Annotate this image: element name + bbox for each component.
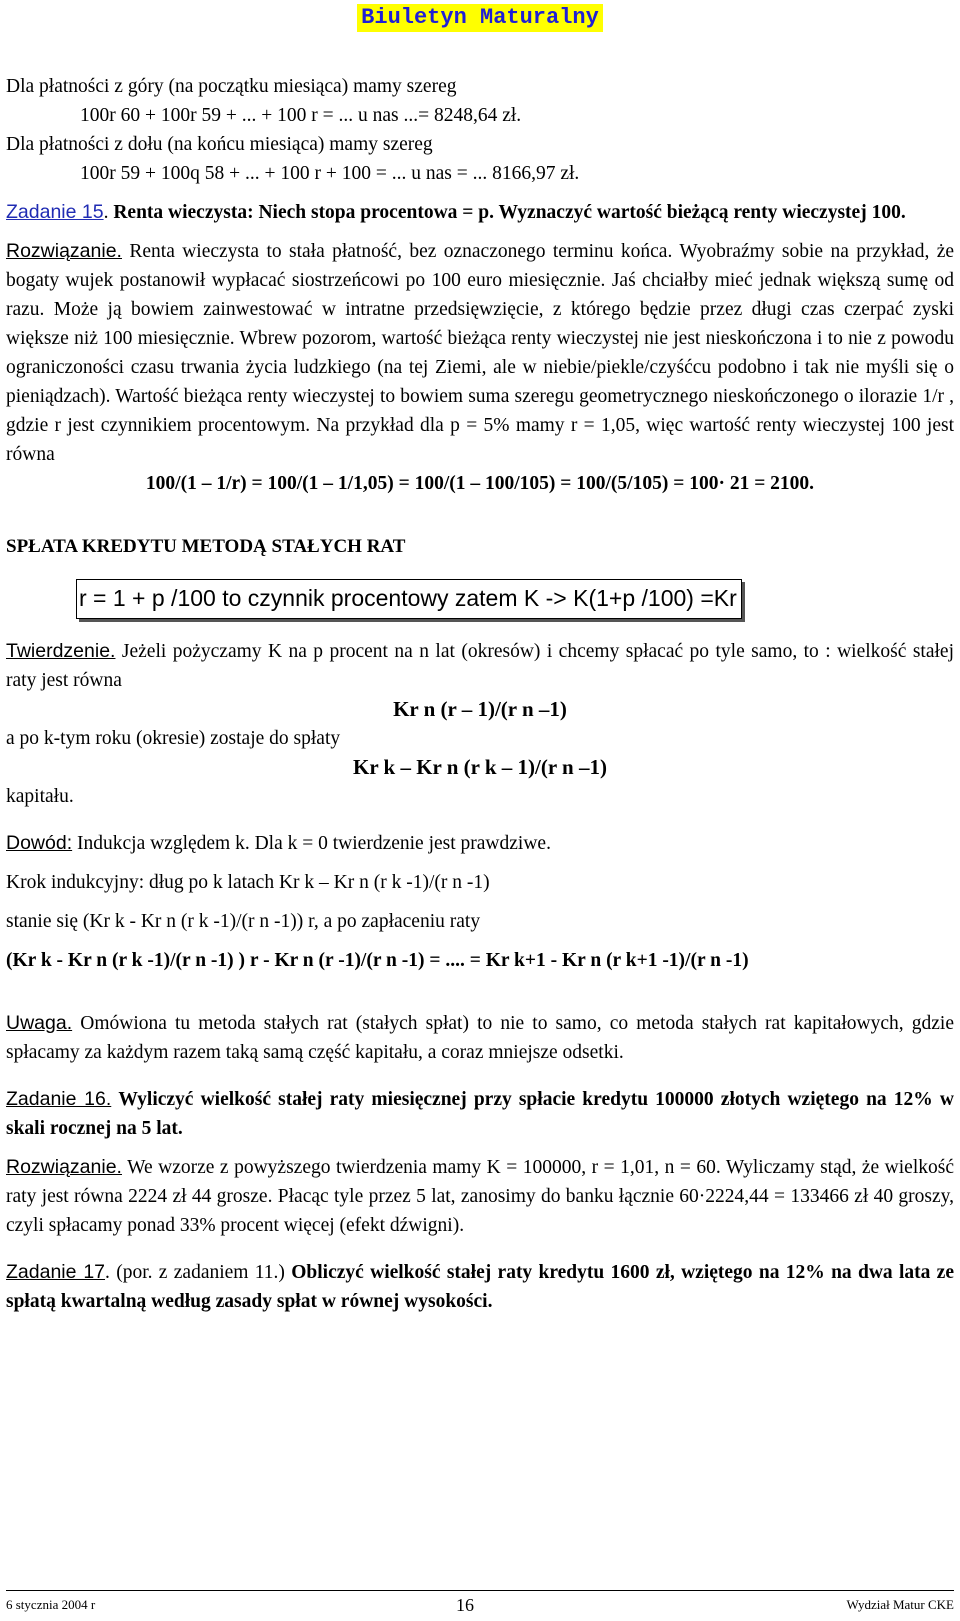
task-16 (6, 1085, 954, 1143)
boxed-formula: r = 1 + p /100 to czynnik procentowy zatem K -> K(1+p /100) =Kr (76, 579, 742, 619)
footer (6, 1590, 954, 1619)
formula-remaining: Kr k – Kr n (r k – 1)/(r n –1) (353, 755, 607, 779)
task-text: Renta wieczysta: Niech stopa procentowa = p. Wyznaczyć wartość bieżącą renty wieczystej 100. (113, 202, 906, 223)
proof-line (6, 829, 954, 858)
formula-line: 100/(1 – 1/r) = 100/(1 – 1/1,05) = 100/(1 – 100/105) = 100/(5/105) = 100· 21 = 2100. (145, 473, 815, 494)
proof-line: stanie się (Kr k - Kr n (r k -1)/(r n -1)) r, a po zapłaceniu raty (6, 911, 481, 932)
proof-formula: (Kr k - Kr n (r k -1)/(r n -1) ) r - Kr n (r -1)/(r n -1) = .... = Kr k+1 - Kr n (r k+1 -1)/(r n -1) (6, 950, 749, 971)
footer-publisher: Wydział Matur CKE (846, 1597, 954, 1612)
document-body (6, 72, 954, 1316)
proof-label: Dowód: (6, 832, 73, 854)
task-label: Zadanie 15 (6, 201, 104, 223)
text-line: Dla płatności z dołu (na końcu miesiąca) mamy szereg (6, 134, 433, 155)
proof-line: Krok indukcyjny: dług po k latach Kr k – Kr n (r k -1)/(r n -1) (6, 872, 490, 893)
task-ref: (por. z zadaniem 11.) (116, 1262, 285, 1283)
task-text: Wyliczyć wielkość stałej raty miesięcznej przy spłacie kredytu 100000 złotych wziętego na 12% w skali rocznej na 5 lat. (6, 1089, 954, 1139)
bulletin-title: Biuletyn Maturalny (357, 4, 603, 32)
solution-15 (6, 237, 954, 469)
task-17: Zadanie 17. (por. z zadaniem 11.) Obliczyć wielkość stałej raty kredytu 1600 zł, wziętego na 12% na dwa lata ze spłatą kwartalną według zasady spłat w równej wysokości. (6, 1261, 954, 1312)
task-label: Zadanie 16. (6, 1088, 112, 1110)
note-text: Omówiona tu metoda stałych rat (stałych spłat) to nie to samo, co metoda stałych rat kapitałowych, gdzie spłacamy za każdym razem taką samą część kapitału, a coraz mniejsze odsetki. (6, 1013, 954, 1063)
formula-line: 100r 60 + 100r 59 + ... + 100 r = ... u nas ...= 8248,64 zł. (80, 105, 522, 126)
solution-label: Rozwiązanie. (6, 240, 122, 262)
text-line: kapitału. (6, 786, 74, 807)
solution-label: Rozwiązanie. (6, 1156, 122, 1178)
footer-date: 6 stycznia 2004 r (6, 1597, 96, 1612)
text-line: a po k-tym roku (okresie) zostaje do spłaty (6, 728, 341, 749)
solution-16 (6, 1153, 954, 1240)
theorem (6, 637, 954, 695)
theorem-text: Jeżeli pożyczamy K na p procent na n lat (okresów) i chcemy spłacać po tyle samo, to : wielkość stałej raty jest równa (6, 641, 954, 691)
proof-text: Indukcja względem k. Dla k = 0 twierdzenie jest prawdziwe. (77, 833, 551, 854)
task-15: Zadanie 15. Renta wieczysta: Niech stopa procentowa = p. Wyznaczyć wartość bieżącą renty wieczystej 100. (6, 201, 906, 223)
header (0, 0, 960, 36)
note-label: Uwaga. (6, 1012, 73, 1034)
formula-line: 100r 59 + 100q 58 + ... + 100 r + 100 = ... u nas = ... 8166,97 zł. (80, 163, 580, 184)
formula-rate: Kr n (r – 1)/(r n –1) (393, 697, 567, 721)
task-label: Zadanie 17 (6, 1261, 106, 1283)
solution-text: Renta wieczysta to stała płatność, bez oznaczonego terminu końca. Wyobraźmy sobie na przykład, że bogaty wujek postanowił wypłacać siostrzeńcowi po 100 euro miesięcznie. Jaś chciałby mieć jednak większą sumę od razu. Może ją bowiem zainwestować w intratne przedsięwzięcie, z którego będzie przez długi czas czerpać zyski większe niż 100 miesięcznie. Wbrew pozorom, wartość bieżąca renty wieczystej nie jest nieskończona i to nie z powodu ograniczoności czasu trwania życia ludzkiego (na tej Ziemi, ale w niebie/piekle/czyśćcu podobno i tak nie myśli się o pieniądzach). Wartość bieżąca renty wieczystej to bowiem suma szeregu geometrycznego nieskończonego o ilorazie 1/r , gdzie r jest czynnikiem procentowym. Na przykład dla p = 5% mamy r = 1,05, więc wartość renty wieczystej 100 jest równa (6, 241, 955, 465)
theorem-label: Twierdzenie. (6, 640, 116, 662)
text-line: Dla płatności z góry (na początku miesiąca) mamy szereg (6, 76, 457, 97)
note (6, 1009, 954, 1067)
task-text: Obliczyć wielkość stałej raty kredytu 1600 zł, wziętego na 12% na dwa lata ze spłatą kwartalną według zasady spłat w równej wysokości. (6, 1262, 954, 1312)
solution-text: We wzorze z powyższego twierdzenia mamy K = 100000, r = 1,01, n = 60. Wyliczamy stąd, że wielkość raty jest równa 2224 zł 44 grosze. Płacąc tyle przez 5 lat, zanosimy do banku łącznie 60·2224,44 = 133466 zł 40 groszy, czyli spłacamy ponad 33% procent więcej (efekt dźwigni). (6, 1157, 954, 1236)
section-heading: SPŁATA KREDYTU METODĄ STAŁYCH RAT (6, 536, 406, 557)
page-number: 16 (456, 1595, 474, 1615)
